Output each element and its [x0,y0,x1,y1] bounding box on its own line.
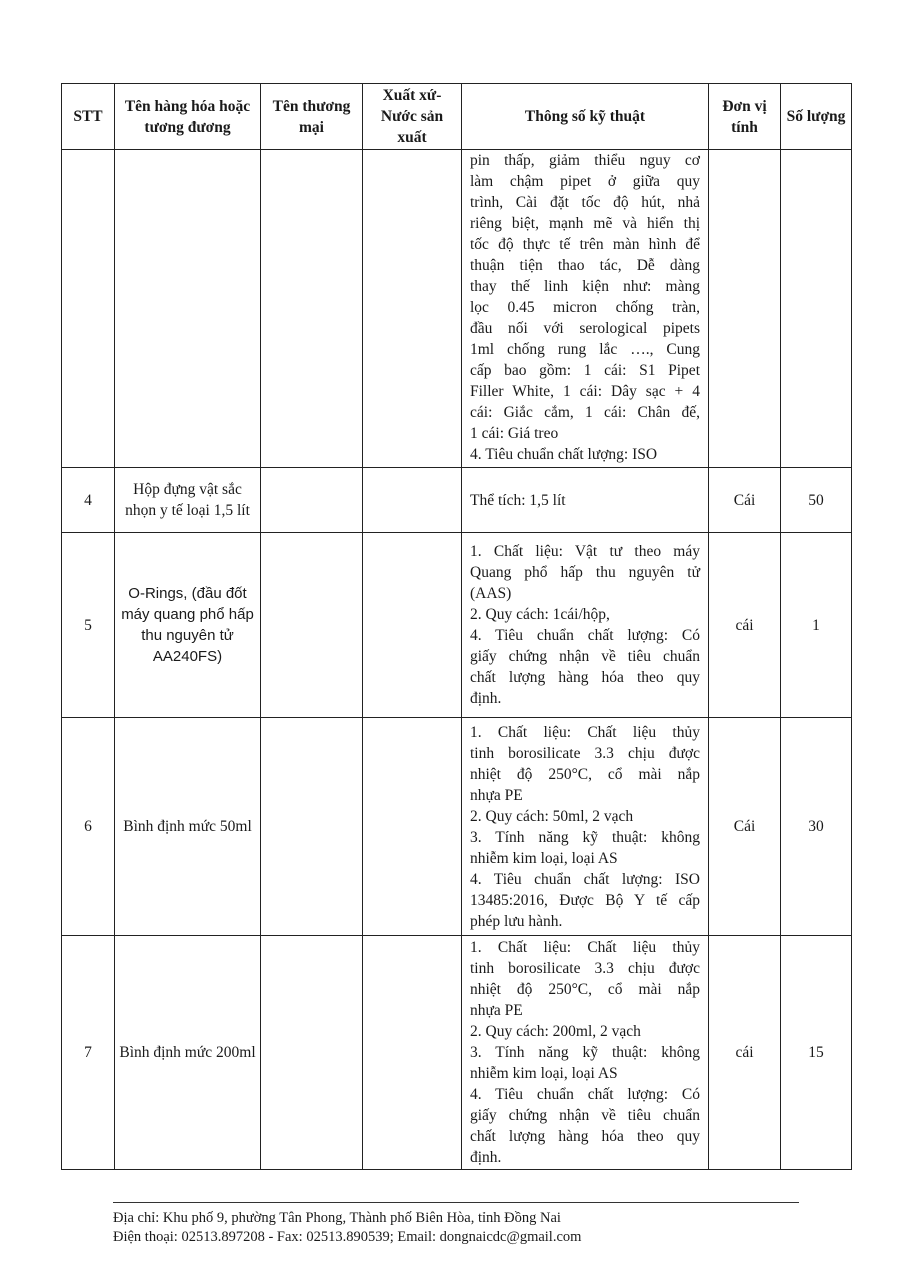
header-origin: Xuất xứ- Nước sản xuất [363,84,462,150]
spec-line: chất lượng hàng hóa theo quy [470,669,700,686]
cell-quantity: 15 [781,936,852,1170]
spec-line: 2. Quy cách: 50ml, 2 vạch [470,807,634,825]
header-unit: Đơn vị tính [709,84,781,150]
spec-line: thay thế linh kiện như: màng [470,278,700,295]
spec-line: nhiệt độ 250°C, cổ mài nắp [470,765,700,783]
header-item-name: Tên hàng hóa hoặc tương đương [115,84,261,150]
spec-line: chất lượng hàng hóa theo quy [470,1128,700,1145]
spec-line: 1. Chất liệu: Chất liệu thủy [470,939,700,956]
cell-specification [462,150,709,468]
cell-item-name: Hộp đựng vật sắc nhọn y tế loại 1,5 lít [115,468,261,533]
cell-trade-name [261,468,363,533]
spec-line: nhiệt độ 250°C, cổ mài nắp [470,981,700,998]
page-footer [113,1202,799,1247]
spec-line: lọc 0.45 micron chống tràn, [470,299,700,316]
spec-line: tốc độ thực tế trên màn hình để [470,236,700,253]
spec-line: 1ml chống rung lắc …., Cung [470,341,700,358]
spec-line: nhiễm kim loại, loại AS [470,849,618,867]
spec-line: thuận tiện thao tác, Dễ dàng [470,257,700,274]
cell-quantity [781,150,852,468]
spec-line: Quang phổ hấp thu nguyên tử [470,564,700,581]
cell-specification [462,533,709,718]
spec-line: 4. Tiêu chuẩn chất lượng: ISO [470,870,700,888]
spec-line: nhựa PE [470,786,523,804]
spec-line: riêng biệt, mạnh mẽ và hiển thị [470,215,700,232]
spec-line: 1. Chất liệu: Vật tư theo máy [470,543,700,560]
spec-line: làm chậm pipet ở giữa quy [470,173,700,190]
table-header-row [62,84,852,150]
cell-origin [363,936,462,1170]
cell-trade-name [261,150,363,468]
spec-lines [470,937,700,1168]
header-specification: Thông số kỹ thuật [462,84,709,150]
table-row [62,936,852,1170]
header-stt: STT [62,84,115,150]
spec-line: pin thấp, giảm thiểu nguy cơ [470,152,700,169]
spec-line: (AAS) [470,585,512,602]
cell-item-name: O-Rings, (đầu đốt máy quang phổ hấp thu nguyên tử AA240FS) [115,533,261,718]
cell-item-name [115,150,261,468]
cell-quantity: 1 [781,533,852,718]
header-quantity: Số lượng [781,84,852,150]
spec-line: phép lưu hành. [470,912,563,930]
cell-quantity: 30 [781,718,852,936]
table-row [62,533,852,718]
spec-line: 1. Chất liệu: Chất liệu thủy [470,723,700,741]
spec-line: tinh borosilicate 3.3 chịu được [470,960,700,977]
cell-unit: cái [709,533,781,718]
spec-line: 4. Tiêu chuẩn chất lượng: Có [470,1086,700,1103]
cell-unit: cái [709,936,781,1170]
footer-contact: Điện thoại: 02513.897208 - Fax: 02513.890539; Email: dongnaicdc@gmail.com [113,1229,582,1245]
spec-line: nhựa PE [470,1002,523,1019]
spec-lines [470,541,700,709]
cell-stt: 6 [62,718,115,936]
spec-line: 1 cái: Giá treo [470,425,559,442]
spec-line: cấp bao gồm: 1 cái: S1 Pipet [470,362,700,379]
spec-line: giấy chứng nhận về tiêu chuẩn [470,1107,700,1124]
spec-line: giấy chứng nhận về tiêu chuẩn [470,648,700,665]
spec-lines [470,490,700,511]
procurement-table-sheet [61,83,851,1170]
footer-address: Địa chỉ: Khu phố 9, phường Tân Phong, Thành phố Biên Hòa, tỉnh Đồng Nai [113,1210,561,1226]
table-row [62,150,852,468]
table-row [62,468,852,533]
cell-item-name: Bình định mức 200ml [115,936,261,1170]
cell-stt: 5 [62,533,115,718]
cell-origin [363,718,462,936]
cell-trade-name [261,936,363,1170]
header-trade-name: Tên thương mại [261,84,363,150]
spec-line: đầu nối với serological pipets [470,320,700,337]
cell-stt [62,150,115,468]
spec-line: tinh borosilicate 3.3 chịu được [470,744,700,762]
spec-line: 4. Tiêu chuẩn chất lượng: Có [470,627,700,644]
cell-origin [363,150,462,468]
table-row [62,718,852,936]
cell-trade-name [261,718,363,936]
spec-line: định. [470,1149,502,1166]
spec-line: cái: Giắc cắm, 1 cái: Chân đế, [470,404,700,421]
cell-specification [462,936,709,1170]
spec-line: 2. Quy cách: 1cái/hộp, [470,606,610,623]
cell-unit: Cái [709,718,781,936]
spec-line: trình, Cài đặt tốc độ hút, nhả [470,194,700,211]
spec-line: Thể tích: 1,5 lít [470,491,566,509]
spec-line: 3. Tính năng kỹ thuật: không [470,1044,700,1061]
cell-origin [363,468,462,533]
cell-unit [709,150,781,468]
spec-line: Filler White, 1 cái: Dây sạc + 4 [470,383,700,400]
spec-line: 13485:2016, Được Bộ Y tế cấp [470,891,700,909]
spec-line: 3. Tính năng kỹ thuật: không [470,828,700,846]
cell-stt: 4 [62,468,115,533]
cell-specification [462,718,709,936]
spec-lines [470,722,700,932]
spec-line: nhiễm kim loại, loại AS [470,1065,618,1082]
spec-lines [470,150,700,465]
spec-line: 2. Quy cách: 200ml, 2 vạch [470,1023,641,1040]
procurement-table [61,83,852,1170]
spec-line: 4. Tiêu chuẩn chất lượng: ISO [470,446,658,463]
cell-trade-name [261,533,363,718]
spec-line: định. [470,690,502,707]
cell-quantity: 50 [781,468,852,533]
cell-specification [462,468,709,533]
cell-unit: Cái [709,468,781,533]
cell-stt: 7 [62,936,115,1170]
cell-item-name: Bình định mức 50ml [115,718,261,936]
cell-origin [363,533,462,718]
